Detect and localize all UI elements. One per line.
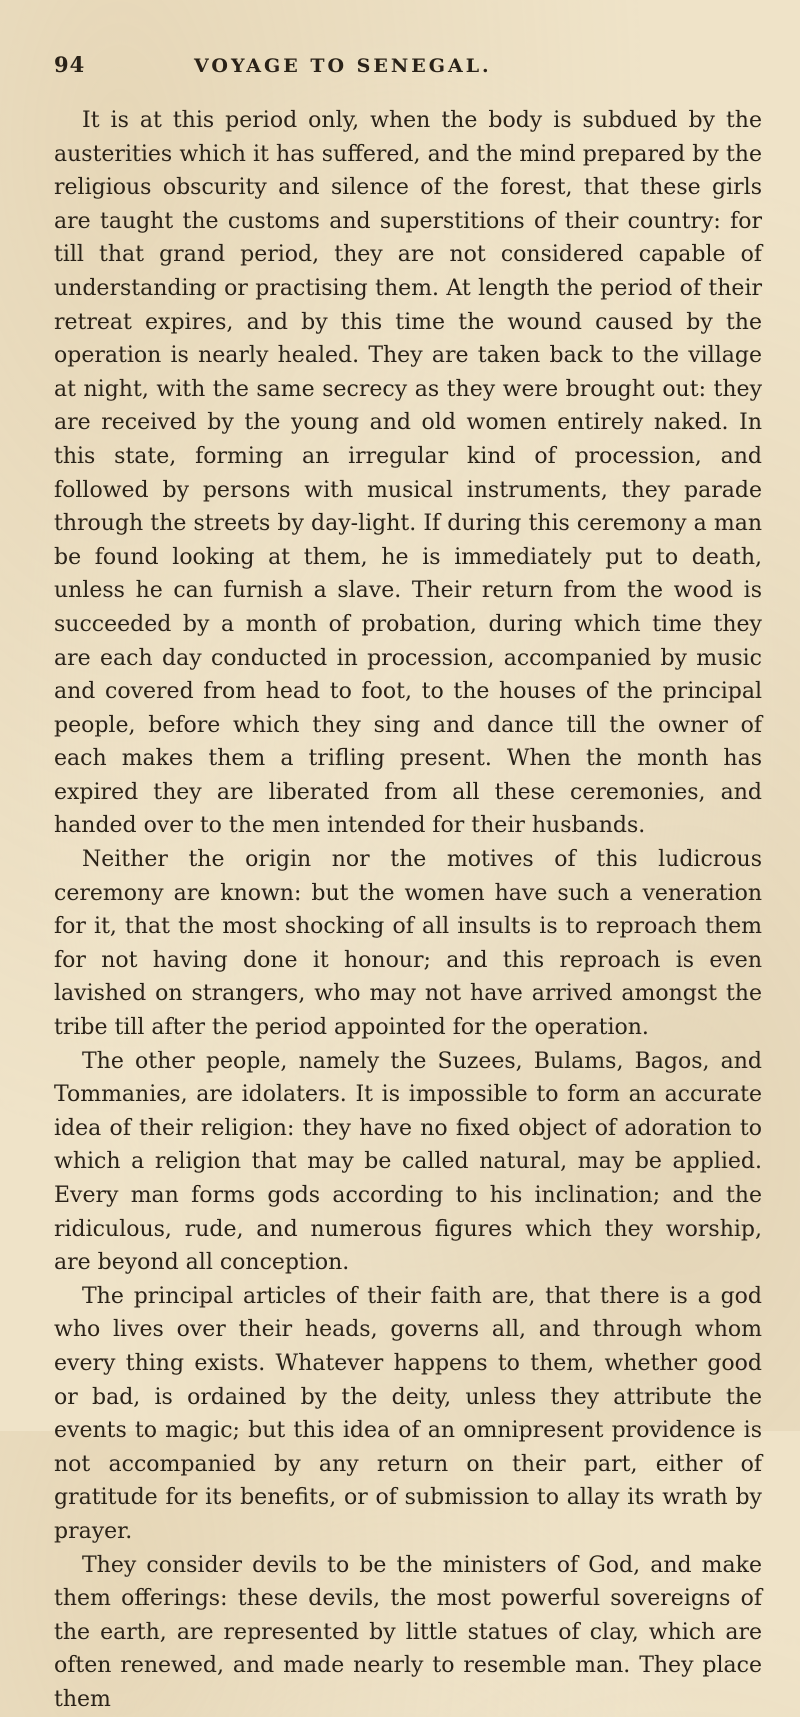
paragraph: Neither the origin nor the motives of this ludicrous ceremony are known: but the women have such a veneration for it, that the most shocking of all insults is to reproach them for not having done it honour; and this reproach is even lavished on strangers, who may not have arrived amongst the tribe till after the period appointed for the operation. [54,847,762,1041]
running-head [54,52,762,92]
body-text [54,104,762,1717]
paragraph: It is at this period only, when the body is subdued by the austerities which it has suffered, and the mind prepared by the religious obscurity and silence of the forest, that these girls are taught the customs and superstitions of their country: for till that grand period, they are not considered capable of understanding or practising them. At length the period of their retreat expires, and by this time the wound caused by the operation is nearly healed. They are taken back to the village at night, with the same secrecy as they were brought out: they are received by the young and old women entirely naked. In this state, forming an irregular kind of procession, and followed by persons with musical instruments, they parade through the streets by day-light. If during this ceremony a man be found looking at them, he is immediately put to death, unless he can furnish a slave. Their return from the wood is succeeded by a month of probation, during which time they are each day conducted in procession, accompanied by music and covered from head to foot, to the houses of the principal people, before which they sing and dance till the owner of each makes them a trifling present. When the month has expired they are liberated from all these ceremonies, and handed over to the men intended for their husbands. [54,108,762,839]
paragraph: The other people, namely the Suzees, Bulams, Bagos, and Tommanies, are idolaters. It is impossible to form an accurate idea of their religion: they have no fixed object of adoration to which a religion that may be called natural, may be applied. Every man forms gods according to his inclination; and the ridiculous, rude, and numerous figures which they worship, are beyond all conception. [54,1048,762,1276]
paragraph: They consider devils to be the ministers of God, and make them offerings: these devils, the most powerful sovereigns of the earth, are represented by little statues of clay, which are often renewed, and made nearly to resemble man. They place them [54,1552,762,1712]
running-title: VOYAGE TO SENEGAL. [194,55,492,77]
paragraph: The principal articles of their faith are, that there is a god who lives over their heads, governs all, and through whom every thing exists. Whatever happens to them, whether good or bad, is ordained by the deity, unless they attribute the events to magic; but this idea of an omnipresent providence is not accompanied by any return on their part, either of gratitude for its benefits, or of submission to allay its wrath by prayer. [54,1283,762,1544]
page-number: 94 [54,52,86,77]
book-page [54,52,762,1717]
